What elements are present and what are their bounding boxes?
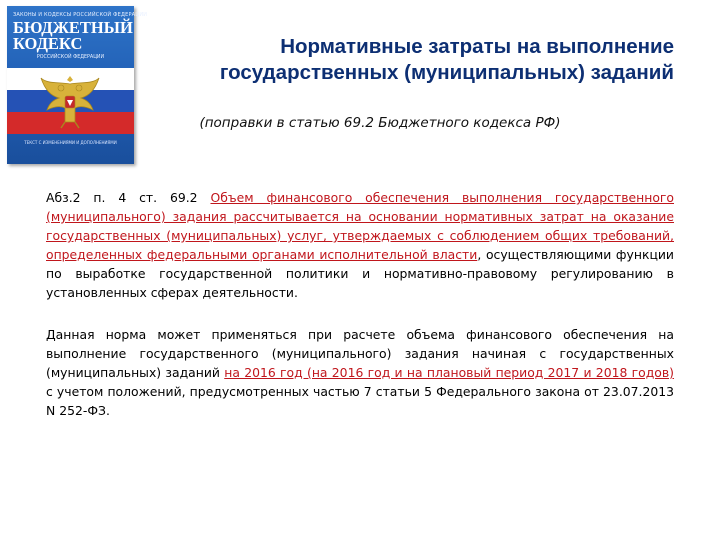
book-title-line1: БЮДЖЕТНЫЙ	[13, 18, 133, 37]
paragraph-2-tail: с учетом положений, предусмотренных частью 7 статьи 5 Федерального закона от 23.07.2013 N 252-ФЗ.	[46, 384, 674, 418]
coat-of-arms-icon	[37, 70, 103, 134]
paragraph-1	[46, 188, 674, 302]
page-subtitle: (поправки в статью 69.2 Бюджетного кодекса РФ)	[199, 115, 561, 131]
paragraph-2-highlight: на 2016 год (на 2016 год и на плановый период 2017 и 2018 годов)	[224, 365, 675, 380]
book-subtitle: РОССИЙСКОЙ ФЕДЕРАЦИИ	[36, 55, 105, 60]
page-title-line1: Нормативные затраты на выполнение	[280, 35, 674, 58]
paragraph-1-lead: Абз.2 п. 4 ст. 69.2	[46, 190, 211, 205]
paragraph-2-lead: Данная норма может применяться при расчете объема финансового обеспечения на выполнение государственного (муниципального) задания начиная с государственных (муниципальных) заданий	[46, 327, 674, 380]
book-top-line: ЗАКОНЫ И КОДЕКСЫ РОССИЙСКОЙ ФЕДЕРАЦИИ	[13, 12, 148, 18]
paragraph-1-tail: , осуществляющими функции по выработке государственной политики и нормативно-правовому регулированию в установленных сферах деятельности.	[46, 247, 674, 300]
page-title	[146, 34, 674, 86]
page-title-line2: государственных (муниципальных) заданий	[219, 61, 674, 84]
budget-code-book-image	[7, 6, 148, 164]
book-title	[13, 18, 133, 53]
paragraph-2	[46, 325, 674, 420]
book-footer: ТЕКСТ С ИЗМЕНЕНИЯМИ И ДОПОЛНЕНИЯМИ	[24, 140, 117, 145]
book-title-line2: КОДЕКС	[13, 34, 83, 53]
paragraph-1-highlight: Объем финансового обеспечения выполнения государственного (муниципального) задания рассчитывается на основании нормативных затрат на оказание государственных (муниципальных) услуг, утверждаемых с соблюдением общих требований, определенных федеральными органами исполнительной власти	[46, 190, 674, 262]
